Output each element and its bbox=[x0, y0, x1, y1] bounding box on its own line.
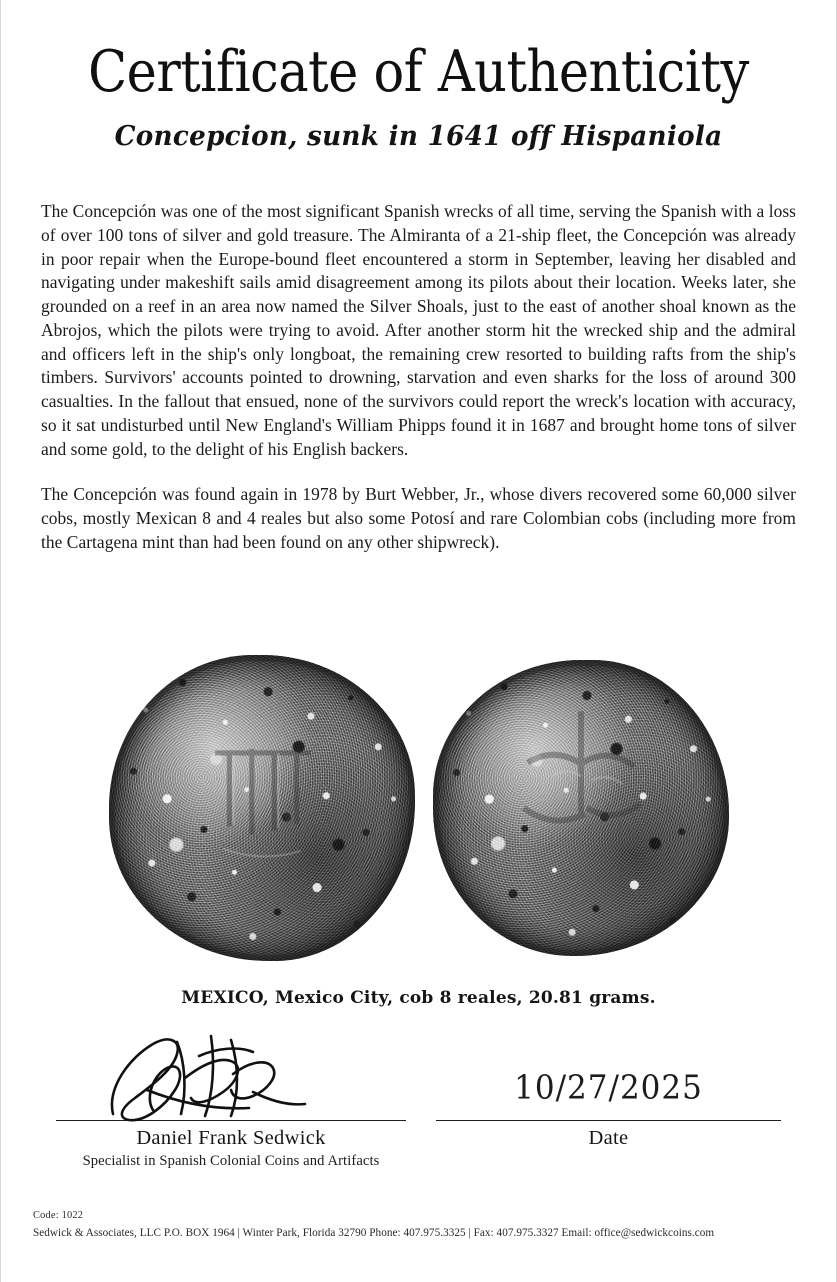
coin-reverse-body bbox=[433, 660, 729, 956]
coin-obverse-photo bbox=[109, 655, 415, 961]
certificate-subtitle: Concepcion, sunk in 1641 off Hispaniola bbox=[114, 121, 723, 152]
date-column bbox=[436, 1028, 781, 1150]
certificate-body bbox=[41, 200, 796, 577]
shield-cross-design-icon bbox=[433, 660, 729, 956]
signer-name: Daniel Frank Sedwick bbox=[136, 1127, 326, 1149]
footer-code: Code: 1022 bbox=[33, 1210, 84, 1221]
signature-column bbox=[56, 1028, 406, 1170]
page-title: Certificate of Authenticity bbox=[88, 39, 749, 106]
coin-obverse-body bbox=[109, 655, 415, 961]
date-value: 10/27/2025 bbox=[514, 1068, 703, 1107]
body-paragraph-2: The Concepción was found again in 1978 by Burt Webber, Jr., whose divers recovered some 60,000 silver cobs, mostly Mexican 8 and 4 reales but also some Potosí and rare Colombian cobs (including more from the Cartagena mint than had been found on any other shipwreck). bbox=[41, 484, 796, 552]
coin-caption: MEXICO, Mexico City, cob 8 reales, 20.81 grams. bbox=[181, 988, 656, 1008]
coin-reverse-photo bbox=[433, 660, 729, 956]
page-footer bbox=[33, 1210, 804, 1239]
coin-image-row bbox=[1, 648, 836, 968]
signature-block bbox=[1, 1028, 836, 1188]
certificate-header bbox=[1, 0, 836, 152]
footer-company-line: Sedwick & Associates, LLC P.O. BOX 1964 | Winter Park, Florida 32790 Phone: 407.975.3325 | Fax: 407.975.3327 Email: office@sedwickcoins.com bbox=[33, 1227, 715, 1239]
body-paragraph-1: The Concepción was one of the most significant Spanish wrecks of all time, serving the Spanish with a loss of over 100 tons of silver and gold treasure. The Almiranta of a 21-ship fleet, the Concepción was already in poor repair when the Europe-bound fleet encountered a storm in September, leaving her disabled and navigating under makeshift sails amid disagreement among its pilots about their location. Weeks later, she grounded on a reef in an area now named the Silver Shoals, just to the east of another shoal known as the Abrojos, which the pilots were trying to avoid. After another storm hit the wrecked ship and the admiral and officers left in the ship's only longboat, the remaining crew resorted to building rafts from the ship's timbers. Survivors' accounts pointed to drowning, starvation and even sharks for the loss of around 300 casualties. In the fallout that ensued, none of the survivors could report the wreck's location with accuracy, so it sat undisturbed until New England's William Phipps found it in 1687 and brought home tons of silver and some gold, to the delight of his English backers. bbox=[41, 201, 796, 459]
date-label: Date bbox=[588, 1127, 629, 1149]
handwritten-signature-icon bbox=[56, 1028, 406, 1120]
pillars-design-icon bbox=[109, 655, 415, 961]
signer-role: Specialist in Spanish Colonial Coins and Artifacts bbox=[82, 1153, 380, 1169]
